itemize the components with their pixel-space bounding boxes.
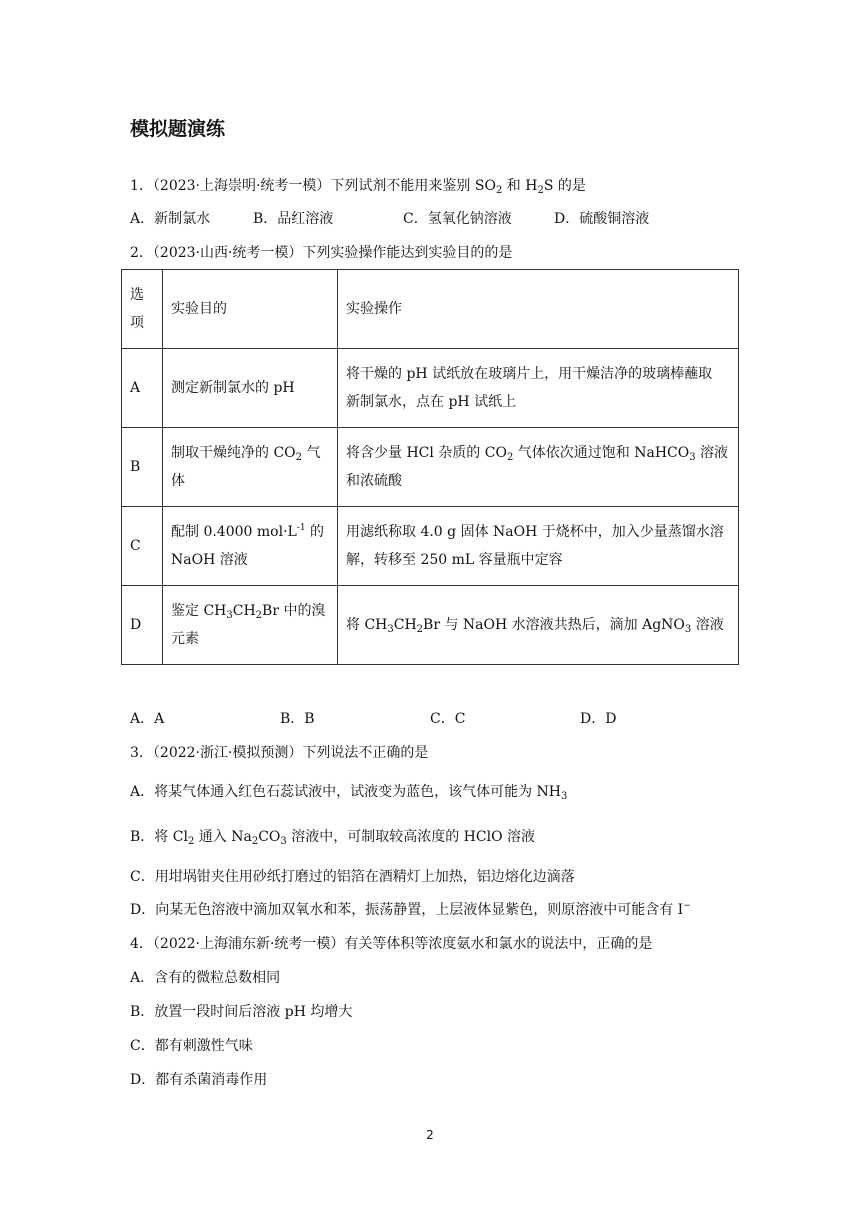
table-header-row bbox=[122, 270, 739, 349]
q2-option-a: A．A bbox=[130, 711, 165, 727]
experiment-table bbox=[121, 269, 739, 665]
q2-option-b: B．B bbox=[280, 711, 315, 727]
header-purpose: 实验目的 bbox=[163, 270, 338, 349]
q3-option-a: A．将某气体通入红色石蕊试液中，试液变为蓝色，该气体可能为 $NH_3$ bbox=[130, 784, 568, 802]
q4-option-d: D．都有杀菌消毒作用 bbox=[130, 1072, 268, 1088]
section-title: 模拟题演练 bbox=[130, 118, 226, 140]
table-row: B 制取干燥纯净的 $CO_2$ 气 体 将含少量 HCl 杂质的 $CO_2$ 气体依次通过饱和 NaHCO$_3$ 溶液 和浓硫酸 bbox=[122, 428, 739, 507]
page-number: 2 bbox=[426, 1128, 434, 1142]
header-option: 选 项 bbox=[122, 270, 163, 349]
table-row: D 鉴定 $CH_3CH_2Br$ 中的溴 元素 将 $CH_3CH_2Br$ 与 NaOH 水溶液共热后，滴加 AgNO$_3$ 溶液 bbox=[122, 586, 739, 665]
table-row: C 配制 0.4000 $mol\cdot L^{-1}$ 的 NaOH 溶液 用滤纸称取 4.0 g 固体 NaOH 于烧杯中，加入少量蒸馏水溶 解，转移至 250 mL 容量瓶中定容 bbox=[122, 507, 739, 586]
q3-option-b: B．将 $Cl_2$ 通入 $Na_2CO_3$ 溶液中，可制取较高浓度的 HClO 溶液 bbox=[130, 829, 535, 847]
q1-option-c: C．氢氧化钠溶液 bbox=[403, 211, 512, 227]
q1-options bbox=[130, 209, 730, 229]
q2-option-c: C．C bbox=[430, 711, 466, 727]
q4-option-c: C．都有刺激性气味 bbox=[130, 1038, 253, 1054]
q4-stem: 4．（2022·上海浦东新·统考一模）有关等体积等浓度氨水和氯水的说法中，正确的是 bbox=[130, 936, 653, 952]
header-operation: 实验操作 bbox=[338, 270, 739, 349]
q1-stem: 1．（2023·上海崇明·统考一模）下列试剂不能用来鉴别 $SO_2$ 和 $H_2S$ 的是 bbox=[130, 178, 586, 196]
q2-stem: 2．（2023·山西·统考一模）下列实验操作能达到实验目的的是 bbox=[130, 245, 513, 261]
q2-option-d: D．D bbox=[580, 711, 617, 727]
table-row: A 测定新制氯水的 pH 将干燥的 pH 试纸放在玻璃片上，用干燥洁净的玻璃棒蘸取 新制氯水，点在 pH 试纸上 bbox=[122, 349, 739, 428]
q3-option-c: C．用坩埚钳夹住用砂纸打磨过的铝箔在酒精灯上加热，铝边熔化边滴落 bbox=[130, 869, 575, 885]
q1-option-d: D．硫酸铜溶液 bbox=[554, 211, 650, 227]
q4-option-b: B．放置一段时间后溶液 pH 均增大 bbox=[130, 1004, 353, 1020]
q1-option-a: A．新制氯水 bbox=[130, 211, 211, 227]
q3-stem: 3．（2022·浙江·模拟预测）下列说法不正确的是 bbox=[130, 745, 429, 761]
q2-options bbox=[130, 709, 730, 729]
q3-option-d: D．向某无色溶液中滴加双氧水和苯，振荡静置，上层液体显紫色，则原溶液中可能含有 I− bbox=[130, 901, 691, 918]
q1-option-b: B．品红溶液 bbox=[253, 211, 334, 227]
q4-option-a: A．含有的微粒总数相同 bbox=[130, 970, 281, 986]
